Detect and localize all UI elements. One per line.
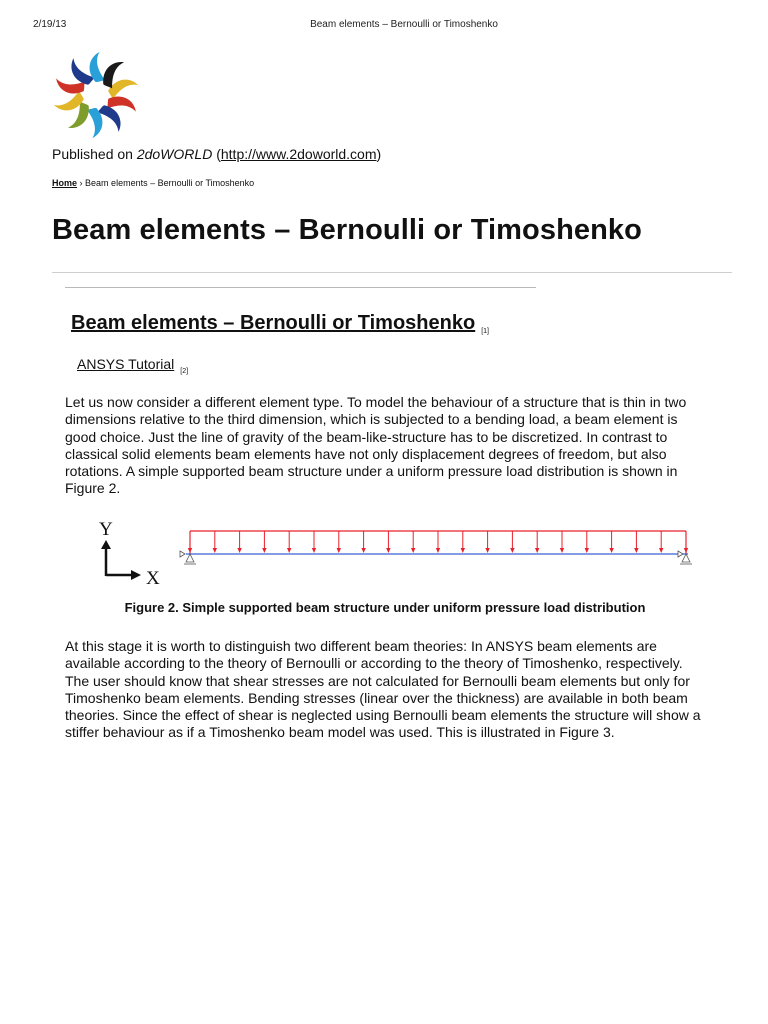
paragraph-line: dimensions relative to the third dimension, which is subjected to a bending load, a beam element is (65, 411, 678, 428)
figure-2-beam-diagram (98, 514, 698, 594)
title-divider (52, 272, 732, 273)
y-axis-label: Y (99, 519, 113, 540)
url-open-paren: ( (212, 146, 221, 162)
load-arrowhead (634, 548, 638, 553)
print-page-title: Beam elements – Bernoulli or Timoshenko (310, 19, 498, 30)
article-title-ref[interactable]: [1] (481, 328, 489, 335)
load-arrowhead (361, 548, 365, 553)
paragraph-line: stiffer behaviour as if a Timoshenko beam model was used. This is illustrated in Figure 3. (65, 724, 615, 741)
paragraph-line: theories. Since the effect of shear is neglected using Bernoulli beam elements the structure will show a (65, 707, 701, 724)
logo-petal (108, 80, 138, 99)
site-name: 2doWORLD (136, 146, 213, 162)
load-arrowhead (237, 548, 241, 553)
paragraph-line: Let us now consider a different element type. To model the behaviour of a structure that is thin in two (65, 394, 687, 410)
support-right (678, 551, 692, 564)
figure-2-caption: Figure 2. Simple supported beam structure under uniform pressure load distribution (124, 600, 646, 615)
load-arrowhead (535, 548, 539, 553)
breadcrumb (52, 178, 254, 188)
site-logo[interactable] (52, 51, 140, 139)
paragraph-line: The user should know that shear stresses are not calculated for Bernoulli beam elements but only for (65, 672, 690, 689)
page-title: Beam elements – Bernoulli or Timoshenko (52, 214, 642, 246)
load-arrowhead (436, 548, 440, 553)
breadcrumb-separator: › (79, 178, 83, 188)
load-arrowhead (609, 548, 613, 553)
url-close-paren: ) (376, 146, 382, 162)
load-arrowhead (312, 548, 316, 553)
ansys-tutorial-ref[interactable]: [2] (180, 368, 189, 375)
paragraph-line: rotations. A simple supported beam structure under a uniform pressure load distribution is shown in (65, 463, 678, 480)
load-arrowhead (188, 548, 192, 553)
load-arrowhead (213, 548, 217, 553)
published-line (52, 146, 381, 162)
breadcrumb-home-link[interactable]: Home (52, 178, 78, 188)
paragraph-beam-theories (65, 638, 715, 742)
support-left (180, 551, 196, 564)
load-arrowhead (386, 548, 390, 553)
ansys-tutorial-link[interactable]: ANSYS Tutorial (77, 356, 175, 372)
paragraph-line: At this stage it is worth to distinguish two different beam theories: In ANSYS beam elements are (65, 638, 657, 654)
content-divider (65, 287, 536, 288)
paragraph-line: available according to the theory of Bernoulli or according to the theory of Timoshenko, respectively. (65, 655, 683, 672)
site-url-link[interactable]: http://www.2doworld.com (220, 146, 377, 162)
load-arrowhead (262, 548, 266, 553)
paragraph-intro (65, 394, 715, 498)
paragraph-line: good choice. Just the line of gravity of the beam-like-structure has to be discretized. In contrast to (65, 428, 668, 445)
article-title-text[interactable]: Beam elements – Bernoulli or Timoshenko (71, 312, 476, 334)
load-arrows (188, 531, 688, 553)
breadcrumb-current: Beam elements – Bernoulli or Timoshenko (85, 178, 255, 188)
load-arrowhead (510, 548, 514, 553)
load-arrowhead (684, 548, 688, 553)
paragraph-line: Figure 2. (65, 480, 121, 497)
load-arrowhead (287, 548, 291, 553)
tutorial-link-line (77, 356, 188, 375)
y-axis-arrowhead (101, 540, 111, 549)
x-axis-arrowhead (131, 570, 141, 580)
logo-petal (54, 91, 84, 110)
article-title[interactable] (71, 312, 489, 335)
load-arrowhead (411, 548, 415, 553)
load-arrowhead (337, 548, 341, 553)
load-arrowhead (485, 548, 489, 553)
paragraph-line: Timoshenko beam elements. Bending stresses (linear over the thickness) are available in both beam (65, 689, 688, 706)
load-arrowhead (659, 548, 663, 553)
published-prefix: Published on (52, 146, 137, 162)
x-axis-label: X (146, 568, 160, 589)
paragraph-line: classical solid elements beam elements have not only displacement degrees of freedom, but also (65, 445, 667, 462)
print-date: 2/19/13 (33, 19, 67, 30)
load-arrowhead (560, 548, 564, 553)
load-arrowhead (585, 548, 589, 553)
load-arrowhead (461, 548, 465, 553)
